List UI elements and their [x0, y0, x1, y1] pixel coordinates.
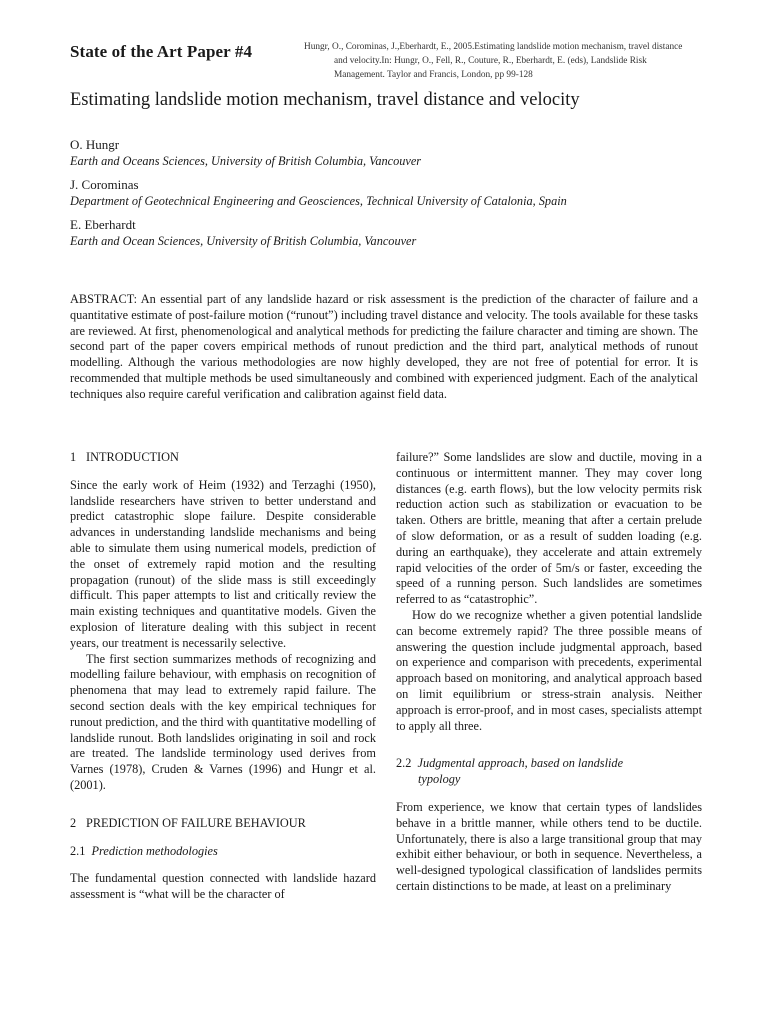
- subsection-title-cont: typology: [418, 772, 461, 787]
- citation-line: and velocity.In: Hungr, O., Fell, R., Couture, R., Eberhardt, E. (eds), Landslide Risk: [334, 56, 647, 66]
- author-name: J. Corominas: [70, 177, 139, 192]
- section-heading-failure-behaviour: [70, 816, 376, 832]
- author-affiliation: Department of Geotechnical Engineering and Geosciences, Technical University of Catalonia, Spain: [70, 194, 567, 208]
- author-affiliation: Earth and Ocean Sciences, University of British Columbia, Vancouver: [70, 234, 417, 248]
- paper-title: Estimating landslide motion mechanism, travel distance and velocity: [70, 90, 580, 110]
- section-heading-introduction: [70, 450, 376, 466]
- section-title: INTRODUCTION: [86, 450, 179, 464]
- left-column: [70, 450, 376, 903]
- body-paragraph: The fundamental question connected with landslide hazard assessment is “what will be the character of: [70, 871, 376, 902]
- section-number: 1: [70, 450, 77, 464]
- subsection-title: Prediction methodologies: [91, 843, 218, 858]
- subsection-title: Judgmental approach, based on landslide: [417, 756, 624, 771]
- author-entry: [70, 137, 710, 169]
- body-paragraph: Since the early work of Heim (1932) and Terzaghi (1950), landslide researchers have striven to better understand and predict catastrophic slope failure. Despite considerable advances in understanding landslide mechanisms and being able to simulate them using numerical models, prediction of the onset of extremely rapid motion and the resulting propagation (runout) of the slide mass is still exceedingly difficult. This paper attempts to list and critically review the main existing techniques and quantitative models. Given the explosion of literature dealing with this subject in recent years, our treatment is necessarily selective.: [70, 477, 376, 650]
- right-column: [396, 450, 702, 895]
- citation-block: [304, 40, 708, 82]
- citation-line: Management. Taylor and Francis, London, pp 99-128: [334, 70, 533, 80]
- body-paragraph: How do we recognize whether a given potential landslide can become extremely rapid? The three possible means of answering the question include judgmental approach, based on experience and comparison with precedents, experimental approach based on monitoring, and analytical approach based on limit equilibrium or stress-strain analysis. Neither approach is error-proof, and in most cases, specialists attempt to apply all three.: [396, 607, 702, 733]
- series-label: State of the Art Paper #4: [70, 42, 253, 61]
- author-list: [70, 137, 710, 257]
- subsection-heading-methodologies: [70, 844, 376, 860]
- author-name: O. Hungr: [70, 137, 120, 152]
- author-entry: [70, 217, 710, 249]
- body-paragraph: The first section summarizes methods of recognizing and modelling failure behaviour, with emphasis on recognition of phenomena that may lead to extremely rapid failure. The second section deals with the key empirical techniques for runout prediction, and the third with quantitative modelling of landslide runout. Both landslides originating in soil and rock are treated. The landslide terminology used derives from Varnes (1978), Cruden & Varnes (1996) and Hungr et al. (2001).: [70, 651, 376, 792]
- author-affiliation: Earth and Oceans Sciences, University of British Columbia, Vancouver: [70, 154, 422, 168]
- subsection-number: 2.2: [396, 756, 412, 771]
- author-entry: [70, 177, 710, 209]
- citation-line: Hungr, O., Corominas, J.,Eberhardt, E., 2005.Estimating landslide motion mechanism, travel distance: [304, 42, 683, 52]
- abstract: ABSTRACT: An essential part of any landslide hazard or risk assessment is the prediction of the character of failure and a quantitative estimate of post-failure motion (“runout”) including travel distance and velocity. The tools available for these tasks are reviewed. At first, phenomenological and analytical methods for predicting the failure character and timing are shown. The second part of the paper covers empirical methods of runout prediction and the third part, analytical methods of runout modelling. Although the various methodologies are now highly developed, they are not free of potential for error. It is recommended that multiple methods be used simultaneously and combined with experienced judgment. Each of the analytical techniques also require careful verification and calibration against field data.: [70, 292, 698, 401]
- body-paragraph: From experience, we know that certain types of landslides behave in a brittle manner, while others tend to be ductile. Unfortunately, there is also a large transitional group that may exhibit either behaviour, or both in sequence. Nevertheless, a well-designed typological classification of landslides permits certain distinctions to be made, at least on a preliminary: [396, 799, 702, 893]
- subsection-heading-judgmental: [396, 756, 702, 788]
- body-paragraph: failure?” Some landslides are slow and ductile, moving in a continuous or intermittent manner. They may cover long distances (e.g. earth flows), but the low velocity permits risk reduction action such as stabilization or evacuation to be taken. Others are brittle, meaning that after a certain prelude of slow deformation, or as a result of sudden loading (e.g. during an earthquake), they accelerate and attain extremely rapid velocities of the order of 5m/s or faster, exceeding the speed of a running person. Such landslides are sometimes referred to as “catastrophic”.: [396, 450, 702, 607]
- section-title: PREDICTION OF FAILURE BEHAVIOUR: [86, 815, 306, 830]
- subsection-number: 2.1: [70, 843, 86, 858]
- section-number: 2: [70, 815, 77, 830]
- author-name: E. Eberhardt: [70, 217, 136, 232]
